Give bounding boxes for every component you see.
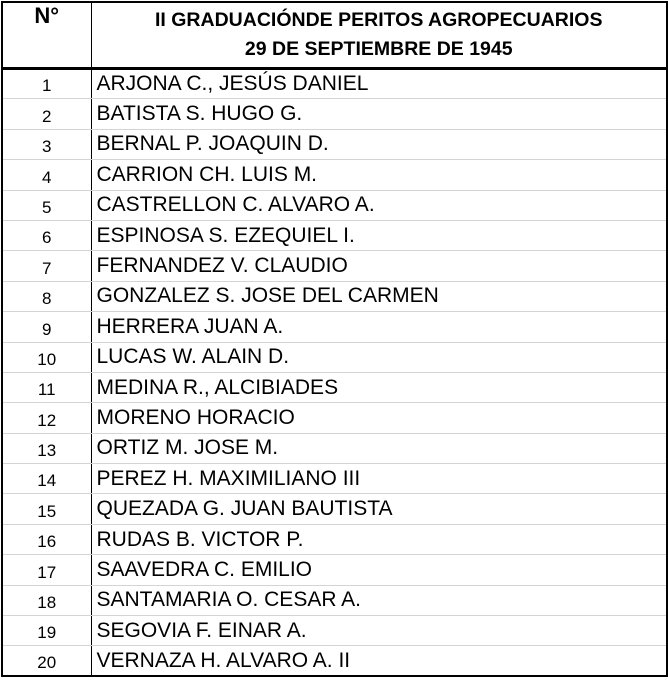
table-row — [2, 129, 667, 159]
title-line-2: 29 DE SEPTIEMBRE DE 1945 — [244, 38, 513, 60]
row-number-cell[interactable]: 8 — [2, 281, 91, 311]
graduate-name-cell[interactable]: ESPINOSA S. EZEQUIEL I. — [91, 220, 667, 250]
graduate-name-cell[interactable]: ORTIZ M. JOSE M. — [91, 433, 667, 463]
row-number-cell[interactable]: 6 — [2, 220, 91, 250]
row-number-cell[interactable]: 12 — [2, 403, 91, 433]
row-number-cell[interactable]: 2 — [2, 99, 91, 129]
row-number-cell[interactable]: 17 — [2, 555, 91, 585]
table-row — [2, 464, 667, 494]
table-row — [2, 555, 667, 585]
table-row — [2, 190, 667, 220]
table-row — [2, 646, 667, 676]
row-number-cell[interactable]: 4 — [2, 160, 91, 190]
row-number-cell[interactable]: 5 — [2, 190, 91, 220]
title-header[interactable] — [91, 2, 667, 69]
graduate-name-cell[interactable]: BATISTA S. HUGO G. — [91, 99, 667, 129]
graduate-name-cell[interactable]: PEREZ H. MAXIMILIANO III — [91, 464, 667, 494]
table-row — [2, 616, 667, 646]
row-number-cell[interactable]: 15 — [2, 494, 91, 524]
graduate-name-cell[interactable]: HERRERA JUAN A. — [91, 312, 667, 342]
graduate-name-cell[interactable]: VERNAZA H. ALVARO A. II — [91, 646, 667, 676]
table-row — [2, 524, 667, 554]
row-number-cell[interactable]: 18 — [2, 585, 91, 615]
graduate-name-cell[interactable]: SEGOVIA F. EINAR A. — [91, 616, 667, 646]
graduate-name-cell[interactable]: BERNAL P. JOAQUIN D. — [91, 129, 667, 159]
table-row — [2, 99, 667, 129]
row-number-cell[interactable]: 11 — [2, 372, 91, 402]
table-row — [2, 220, 667, 250]
graduate-name-cell[interactable]: FERNANDEZ V. CLAUDIO — [91, 251, 667, 281]
table-row — [2, 403, 667, 433]
table-row — [2, 372, 667, 402]
graduate-name-cell[interactable]: CASTRELLON C. ALVARO A. — [91, 190, 667, 220]
row-number-cell[interactable]: 19 — [2, 616, 91, 646]
graduate-name-cell[interactable]: SANTAMARIA O. CESAR A. — [91, 585, 667, 615]
title-line-1: II GRADUACIÓNDE PERITOS AGROPECUARIOS — [155, 9, 603, 31]
graduate-name-cell[interactable]: LUCAS W. ALAIN D. — [91, 342, 667, 372]
row-number-cell[interactable]: 7 — [2, 251, 91, 281]
row-number-cell[interactable]: 20 — [2, 646, 91, 676]
row-number-cell[interactable]: 10 — [2, 342, 91, 372]
graduate-name-cell[interactable]: MEDINA R., ALCIBIADES — [91, 372, 667, 402]
graduate-name-cell[interactable]: CARRION CH. LUIS M. — [91, 160, 667, 190]
graduate-name-cell[interactable]: MORENO HORACIO — [91, 403, 667, 433]
graduate-name-cell[interactable]: ARJONA C., JESÚS DANIEL — [91, 69, 667, 99]
row-number-cell[interactable]: 3 — [2, 129, 91, 159]
graduate-name-cell[interactable]: SAAVEDRA C. EMILIO — [91, 555, 667, 585]
number-column-header[interactable]: N° — [2, 2, 91, 69]
table-row — [2, 312, 667, 342]
graduate-name-cell[interactable]: QUEZADA G. JUAN BAUTISTA — [91, 494, 667, 524]
table-row — [2, 251, 667, 281]
header-row — [2, 2, 667, 69]
table-row — [2, 433, 667, 463]
graduate-name-cell[interactable]: RUDAS B. VICTOR P. — [91, 524, 667, 554]
table-body — [2, 69, 667, 677]
table-row — [2, 281, 667, 311]
table-row — [2, 160, 667, 190]
row-number-cell[interactable]: 1 — [2, 69, 91, 99]
row-number-cell[interactable]: 9 — [2, 312, 91, 342]
row-number-cell[interactable]: 13 — [2, 433, 91, 463]
table-row — [2, 342, 667, 372]
row-number-cell[interactable]: 16 — [2, 524, 91, 554]
table-row — [2, 69, 667, 99]
row-number-cell[interactable]: 14 — [2, 464, 91, 494]
table-row — [2, 494, 667, 524]
graduates-table — [1, 1, 668, 677]
graduate-name-cell[interactable]: GONZALEZ S. JOSE DEL CARMEN — [91, 281, 667, 311]
table-row — [2, 585, 667, 615]
